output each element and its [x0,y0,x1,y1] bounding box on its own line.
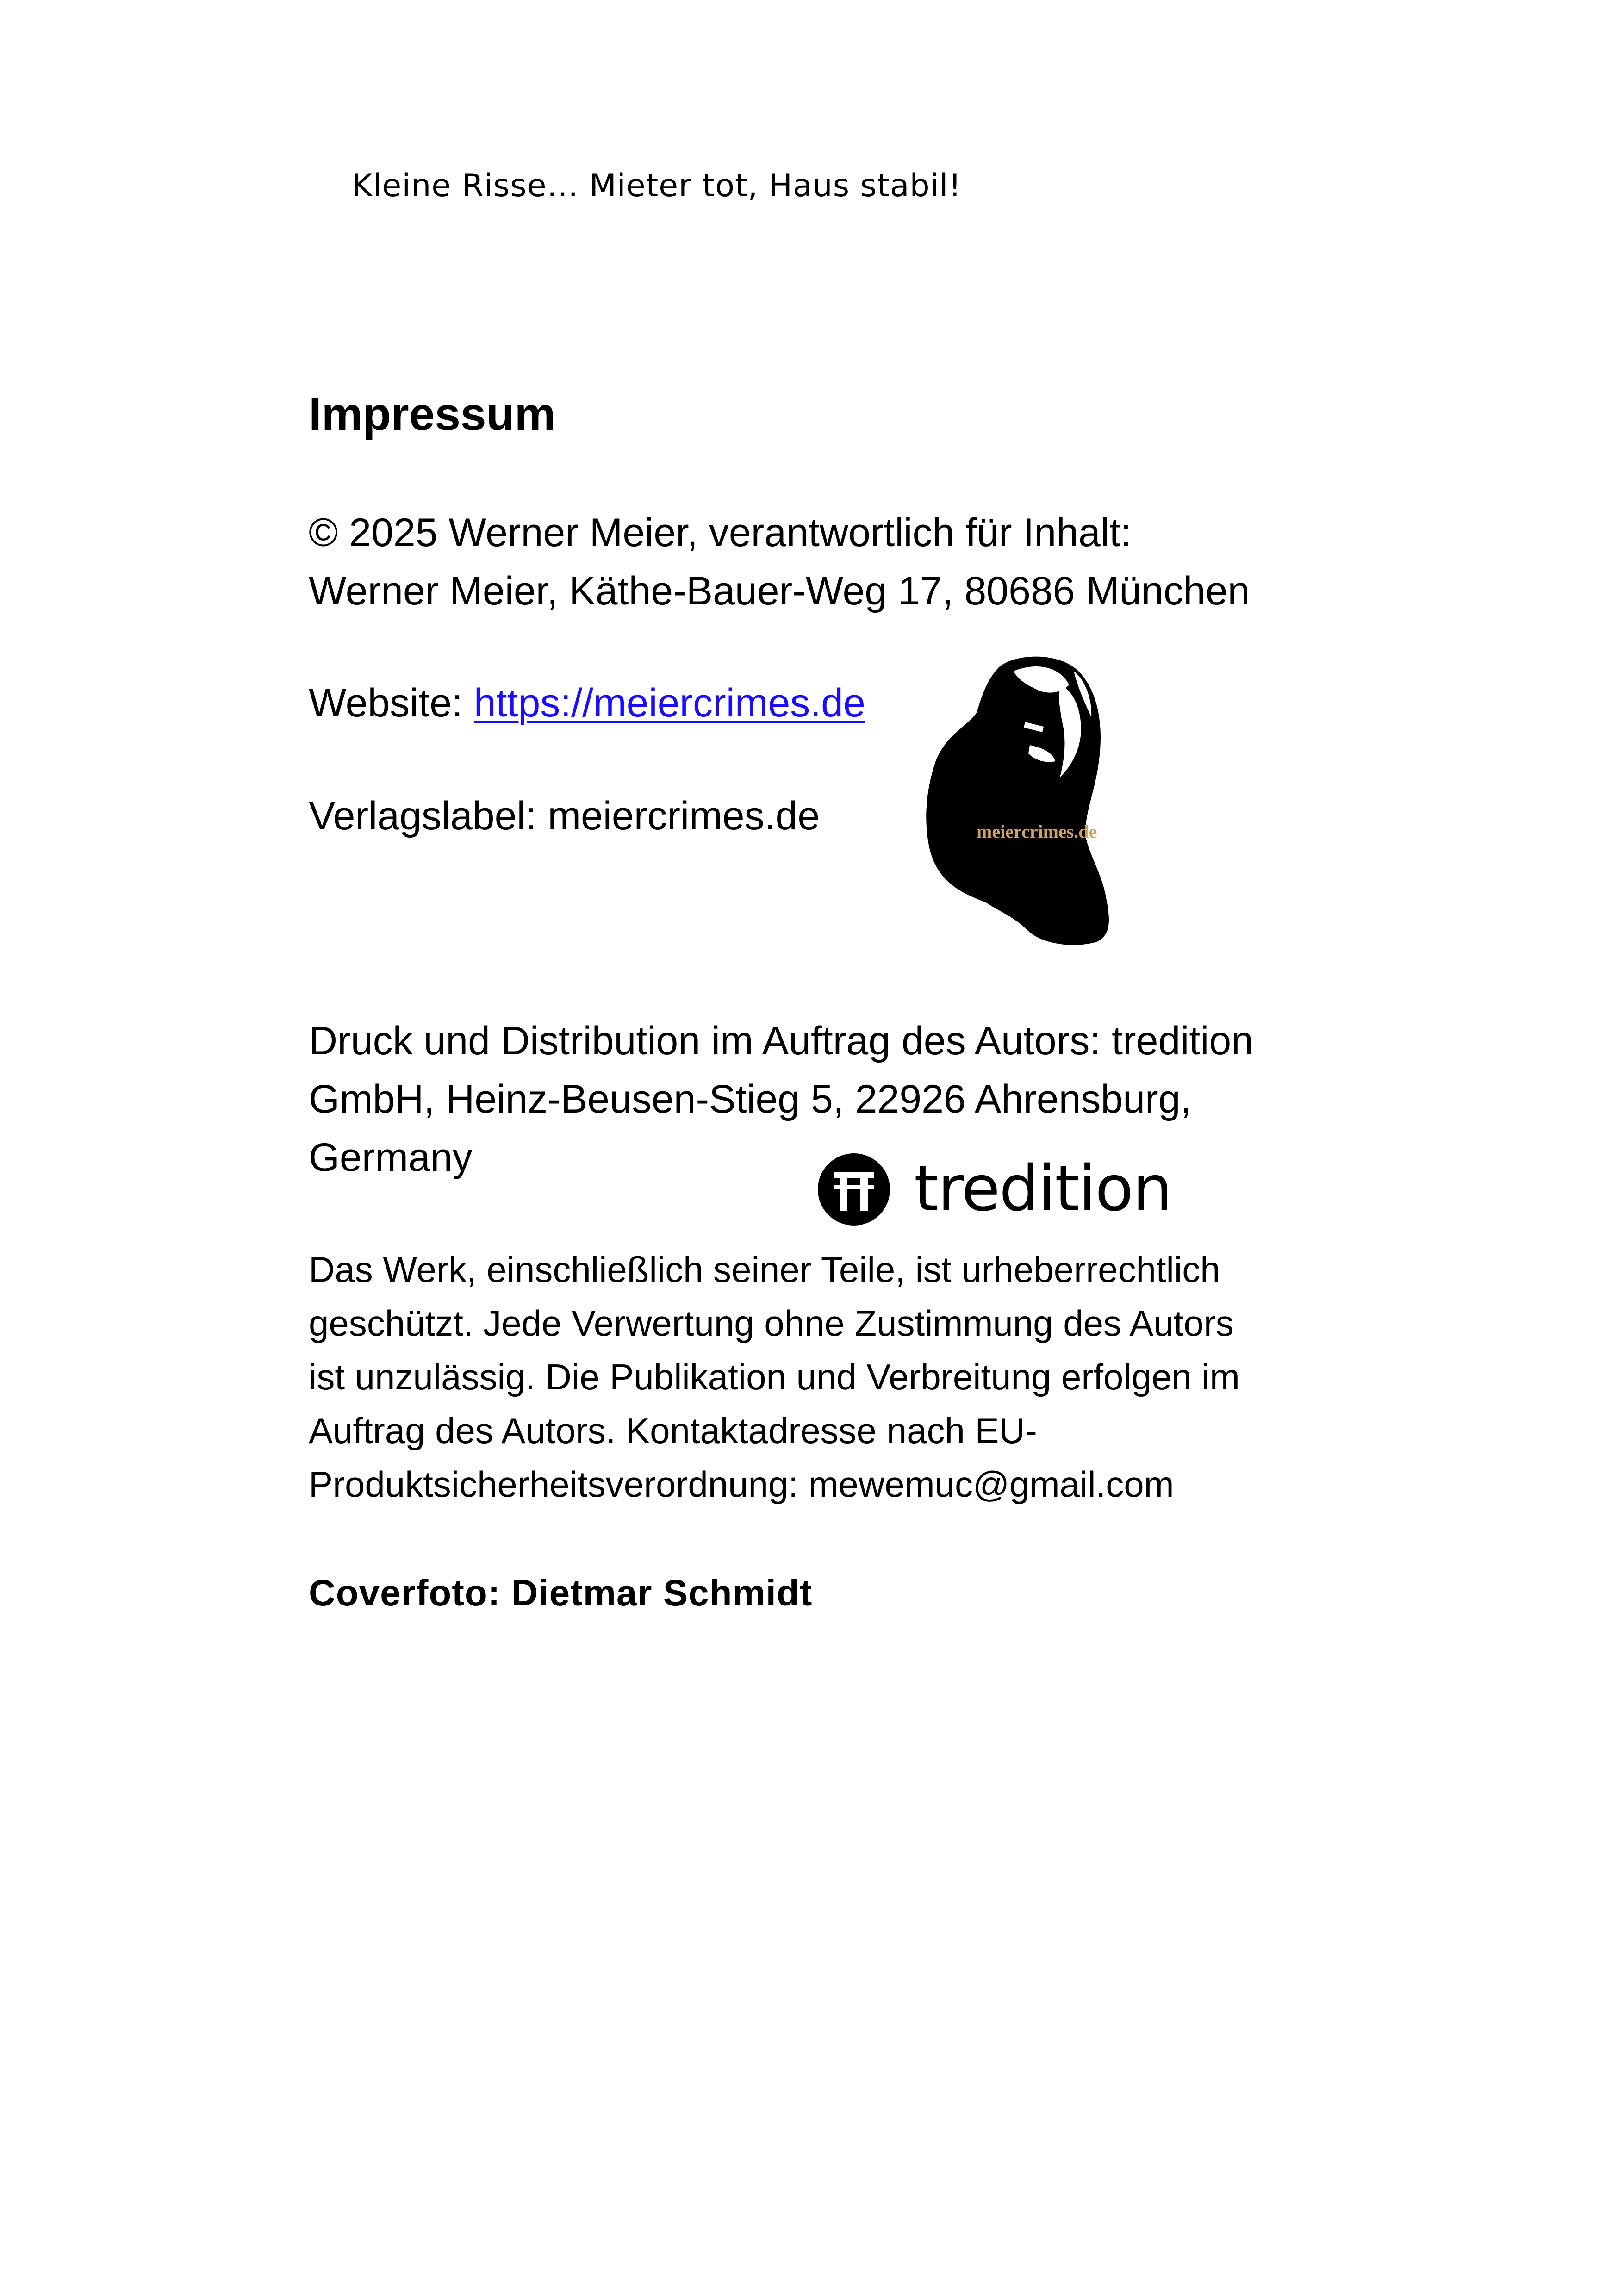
rights-line-3: ist unzulässig. Die Publikation und Verbreitung erfolgen im [309,1356,1240,1397]
copyright-line-1: © 2025 Werner Meier, verantwortlich für Inhalt: [309,510,1132,555]
rights-line-1: Das Werk, einschließlich seiner Teile, ist urheberrechtlich [309,1249,1220,1290]
website-label: Website: [309,681,474,725]
copyright-line-2: Werner Meier, Käthe-Bauer-Weg 17, 80686 München [309,569,1250,613]
print-line-3: Germany [309,1135,473,1180]
tredition-logo-text: tredition [914,1152,1172,1226]
silhouette-face-logo [921,653,1134,949]
rights-line-5: Produktsicherheitsverordnung: mewemuc@gmail.com [309,1464,1174,1505]
publisher-label: Verlagslabel: meiercrimes.de [309,794,820,838]
tredition-circle-logo [815,1148,1185,1231]
website-line [309,674,865,732]
impressum-heading: Impressum [309,388,556,440]
meier-logo-text: meiercrimes.de [977,821,1097,842]
cover-photo-credit: Coverfoto: Dietmar Schmidt [309,1572,813,1613]
rights-line-2: geschützt. Jede Verwertung ohne Zustimmung des Autors [309,1303,1234,1344]
book-title: Kleine Risse… Mieter tot, Haus stabil! [352,168,962,204]
print-line-2: GmbH, Heinz-Beusen-Stieg 5, 22926 Ahrensburg, [309,1077,1192,1121]
print-line-1: Druck und Distribution im Auftrag des Autors: tredition [309,1019,1254,1063]
website-link[interactable]: https://meiercrimes.de [473,681,865,725]
rights-line-4: Auftrag des Autors. Kontaktadresse nach EU- [309,1410,1037,1451]
